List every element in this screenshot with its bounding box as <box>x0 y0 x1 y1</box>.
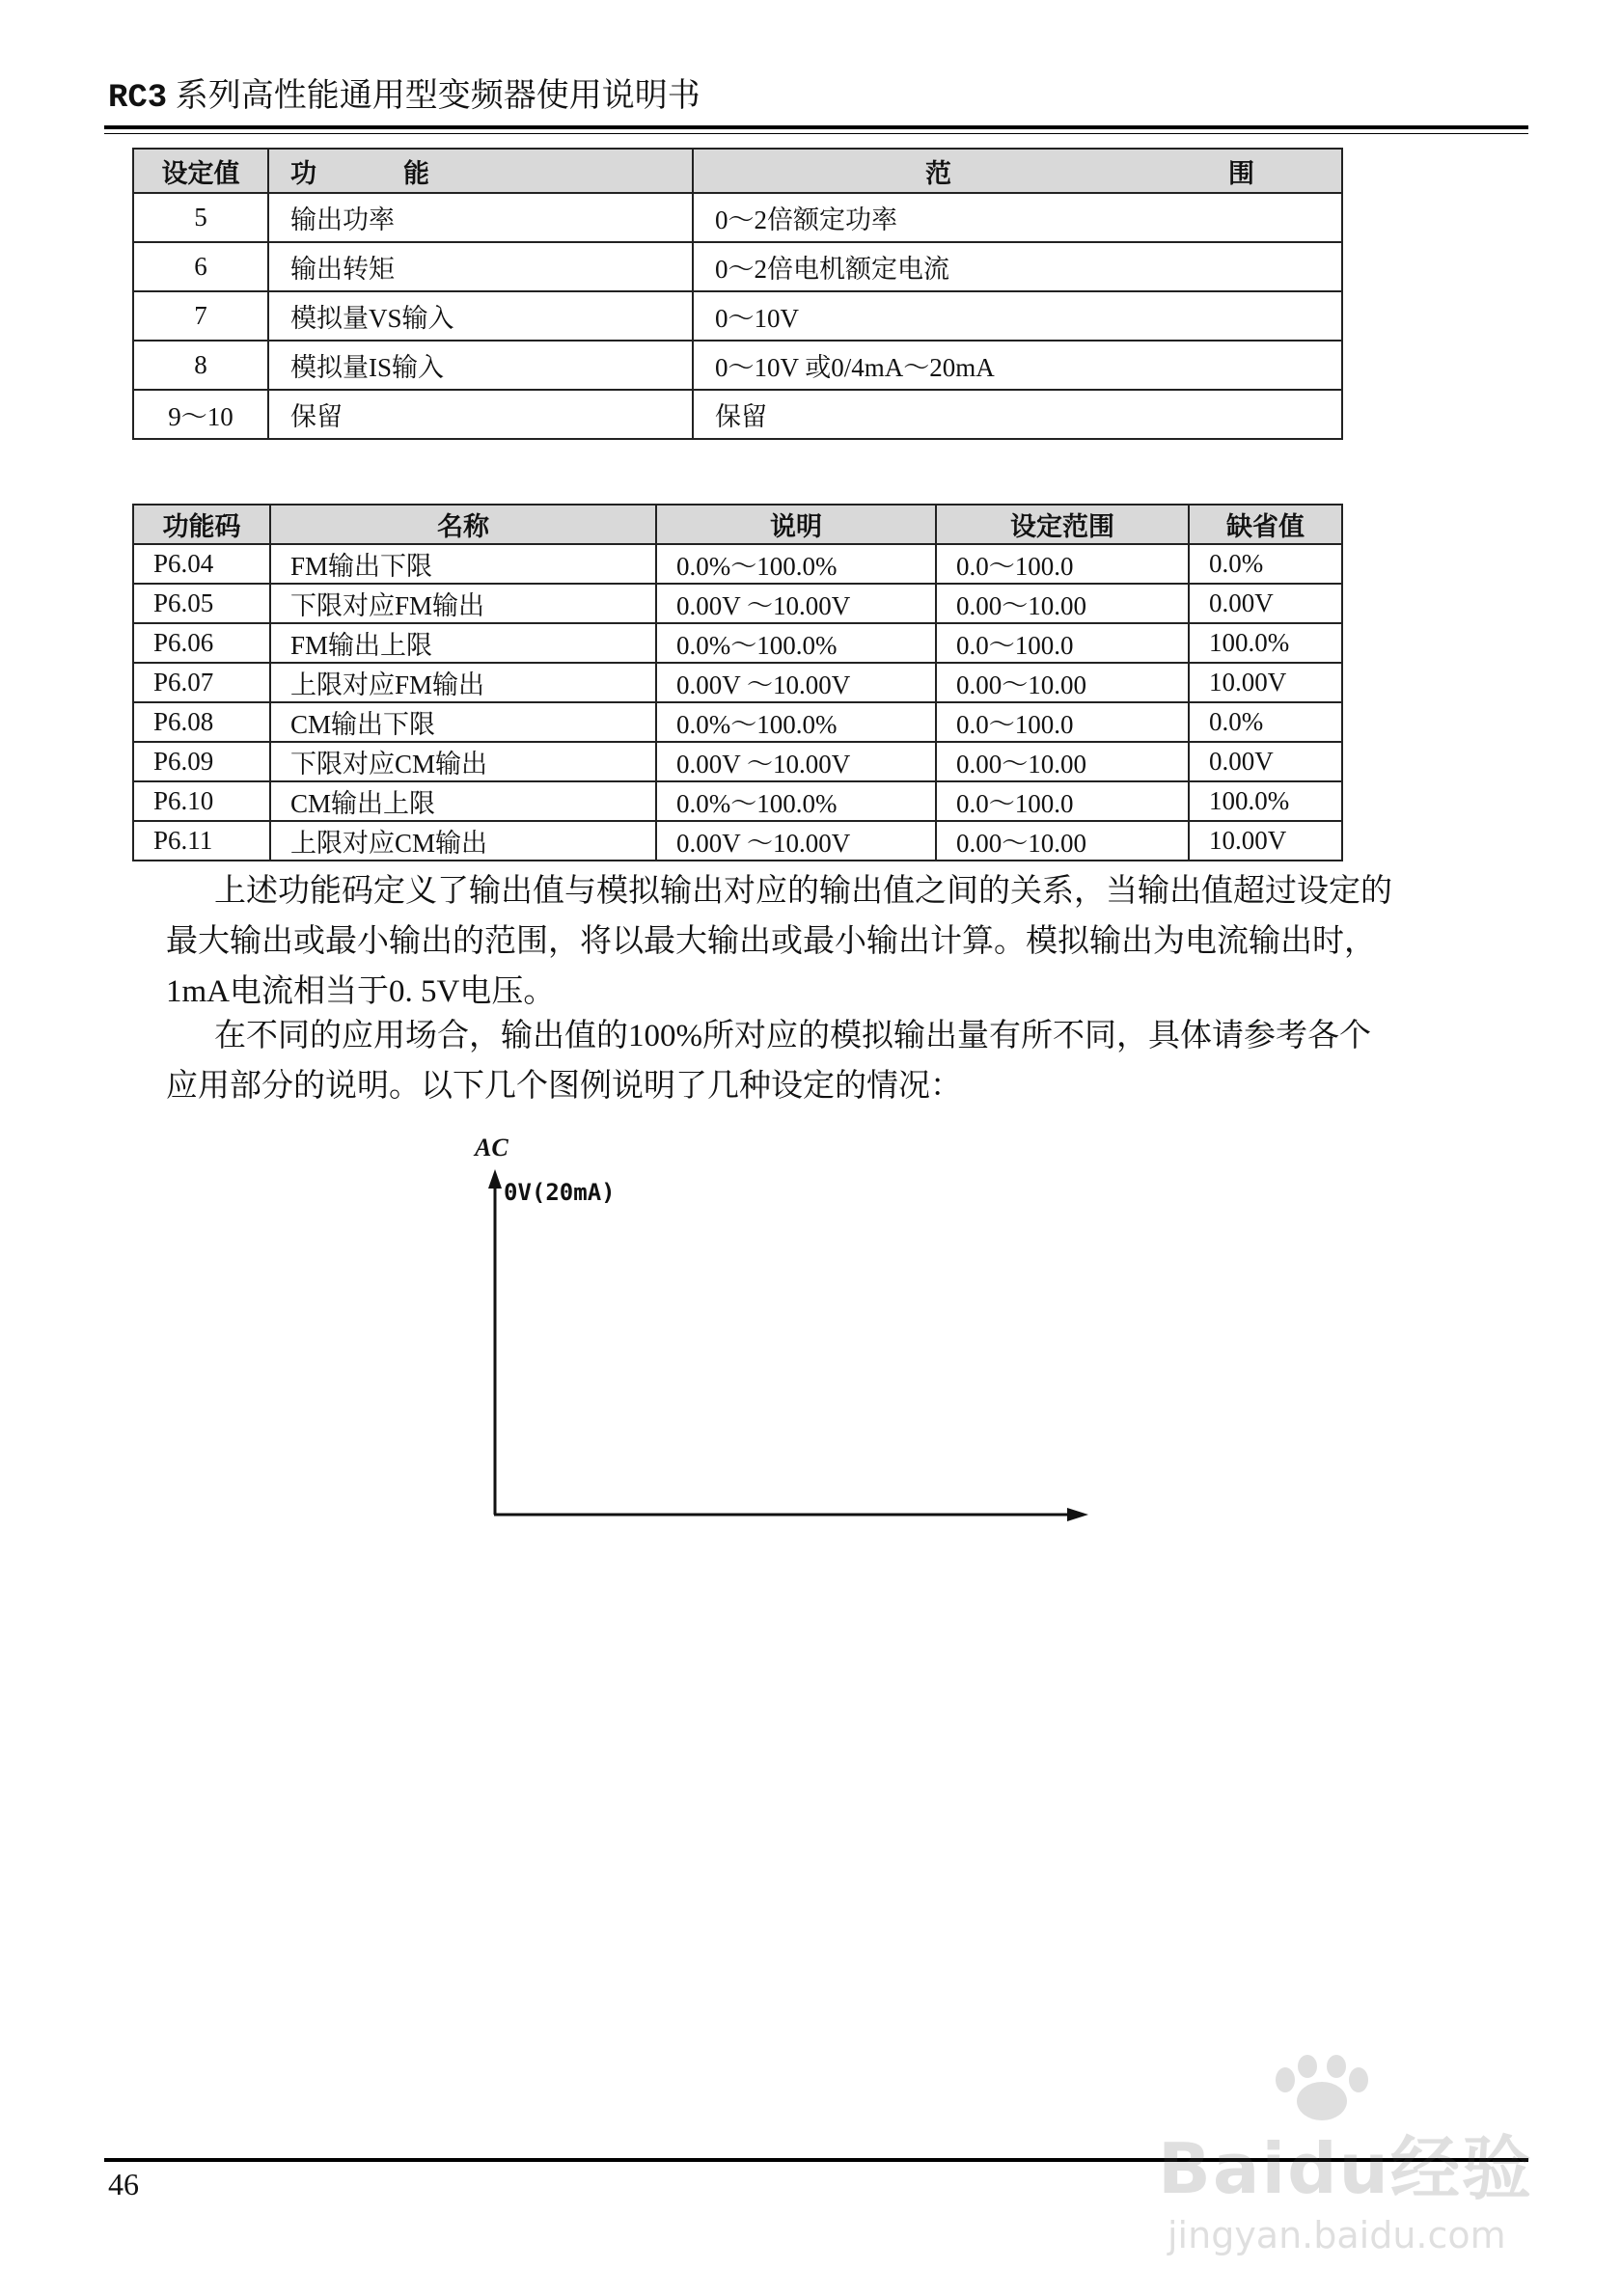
cell-code: P6.07 <box>133 663 270 702</box>
header-title <box>108 75 701 120</box>
paragraph-line: 应用部分的说明。以下几个图例说明了几种设定的情况： <box>166 1069 962 1104</box>
watermark-brand: Baidu经验 <box>1158 2128 1533 2209</box>
cell-value: 6 <box>133 242 268 291</box>
column-header-function-b: 能 <box>403 158 429 189</box>
column-header-default: 缺省值 <box>1189 505 1342 544</box>
column-header-description: 说明 <box>656 505 936 544</box>
table-row <box>133 623 1342 663</box>
cell-setting-range: 0.0～100.0 <box>936 544 1189 584</box>
cell-name: 上限对应FM输出 <box>270 663 656 702</box>
cell-code: P6.08 <box>133 702 270 742</box>
cell-description: 0.00V ～10.00V <box>656 584 936 623</box>
cell-description: 0.0%～100.0% <box>656 544 936 584</box>
table-row <box>133 242 1342 291</box>
column-header-value: 设定值 <box>133 149 268 193</box>
table-row <box>133 390 1342 439</box>
cell-code: P6.04 <box>133 544 270 584</box>
cell-value: 9～10 <box>133 390 268 439</box>
cell-name: CM输出下限 <box>270 702 656 742</box>
column-header-range-a: 范 <box>925 158 951 189</box>
cell-code: P6.05 <box>133 584 270 623</box>
setting-value-table <box>132 148 1343 440</box>
cell-code: P6.10 <box>133 781 270 821</box>
cell-range: 0～2倍电机额定电流 <box>693 242 1342 291</box>
table-row <box>133 291 1342 341</box>
cell-default: 10.00V <box>1189 663 1342 702</box>
cell-setting-range: 0.0～100.0 <box>936 781 1189 821</box>
cell-code: P6.09 <box>133 742 270 781</box>
column-header-code: 功能码 <box>133 505 270 544</box>
table-row <box>133 663 1342 702</box>
column-header-range-b: 围 <box>1228 158 1254 189</box>
cell-range: 0～2倍额定功率 <box>693 193 1342 242</box>
cell-function: 模拟量IS输入 <box>268 341 693 390</box>
cell-default: 0.0% <box>1189 544 1342 584</box>
cell-default: 100.0% <box>1189 623 1342 663</box>
cell-function: 模拟量VS输入 <box>268 291 693 341</box>
paragraph-application-notes <box>166 1011 1528 1111</box>
cell-name: FM输出上限 <box>270 623 656 663</box>
column-header-range <box>693 149 1342 193</box>
table-row <box>133 584 1342 623</box>
table-row <box>133 544 1342 584</box>
cell-value: 5 <box>133 193 268 242</box>
cell-setting-range: 0.00～10.00 <box>936 821 1189 861</box>
table-header-row <box>133 149 1342 193</box>
cell-default: 0.0% <box>1189 702 1342 742</box>
column-header-setting-range: 设定范围 <box>936 505 1189 544</box>
axis-label-top: AC <box>475 1134 508 1162</box>
function-code-table <box>132 504 1343 861</box>
cell-setting-range: 0.00～10.00 <box>936 663 1189 702</box>
page-number: 46 <box>108 2167 139 2201</box>
cell-setting-range: 0.00～10.00 <box>936 742 1189 781</box>
column-header-name: 名称 <box>270 505 656 544</box>
paragraph-line: 上述功能码定义了输出值与模拟输出对应的输出值之间的关系，当输出值超过设定的 <box>214 874 1392 909</box>
cell-range: 0～10V 或0/4mA～20mA <box>693 341 1342 390</box>
cell-default: 100.0% <box>1189 781 1342 821</box>
column-header-function-a: 功 <box>290 158 316 189</box>
cell-function: 保留 <box>268 390 693 439</box>
table-header-row <box>133 505 1342 544</box>
cell-range: 保留 <box>693 390 1342 439</box>
analog-output-diagram <box>453 1127 1110 1551</box>
cell-description: 0.0%～100.0% <box>656 702 936 742</box>
cell-name: CM输出上限 <box>270 781 656 821</box>
paragraph-output-relationship <box>166 866 1528 1017</box>
column-header-function <box>268 149 693 193</box>
cell-default: 0.00V <box>1189 584 1342 623</box>
header-title-text: 系列高性能通用型变频器使用说明书 <box>167 78 701 114</box>
cell-function: 输出功率 <box>268 193 693 242</box>
cell-function: 输出转矩 <box>268 242 693 291</box>
paragraph-line: 最大输出或最小输出的范围，将以最大输出或最小输出计算。模拟输出为电流输出时， <box>166 924 1376 959</box>
header-rule-thin <box>104 133 1528 134</box>
cell-code: P6.11 <box>133 821 270 861</box>
cell-description: 0.00V ～10.00V <box>656 663 936 702</box>
table-row <box>133 742 1342 781</box>
cell-description: 0.00V ～10.00V <box>656 821 936 861</box>
paragraph-line: 在不同的应用场合，输出值的100%所对应的模拟输出量有所不同，具体请参考各个 <box>214 1019 1371 1053</box>
cell-setting-range: 0.00～10.00 <box>936 584 1189 623</box>
cell-description: 0.0%～100.0% <box>656 781 936 821</box>
cell-name: 上限对应CM输出 <box>270 821 656 861</box>
watermark <box>1148 2055 1553 2277</box>
cell-default: 0.00V <box>1189 742 1342 781</box>
cell-value: 7 <box>133 291 268 341</box>
table-row <box>133 341 1342 390</box>
table-row <box>133 821 1342 861</box>
cell-code: P6.06 <box>133 623 270 663</box>
y-axis-tick-label: 0V(20mA) <box>504 1179 616 1206</box>
cell-name: 下限对应CM输出 <box>270 742 656 781</box>
table-row <box>133 781 1342 821</box>
table-row <box>133 193 1342 242</box>
cell-value: 8 <box>133 341 268 390</box>
cell-range: 0～10V <box>693 291 1342 341</box>
cell-name: 下限对应FM输出 <box>270 584 656 623</box>
cell-setting-range: 0.0～100.0 <box>936 623 1189 663</box>
cell-description: 0.0%～100.0% <box>656 623 936 663</box>
header-brand: RC3 <box>108 80 168 117</box>
paragraph-line: 1mA电流相当于0. 5V电压。 <box>166 974 556 1009</box>
cell-description: 0.00V ～10.00V <box>656 742 936 781</box>
cell-default: 10.00V <box>1189 821 1342 861</box>
watermark-url: jingyan.baidu.com <box>1168 2214 1506 2256</box>
cell-name: FM输出下限 <box>270 544 656 584</box>
x-axis-arrow-icon <box>1067 1508 1088 1521</box>
table-row <box>133 702 1342 742</box>
header-rule <box>104 125 1528 129</box>
cell-setting-range: 0.0～100.0 <box>936 702 1189 742</box>
